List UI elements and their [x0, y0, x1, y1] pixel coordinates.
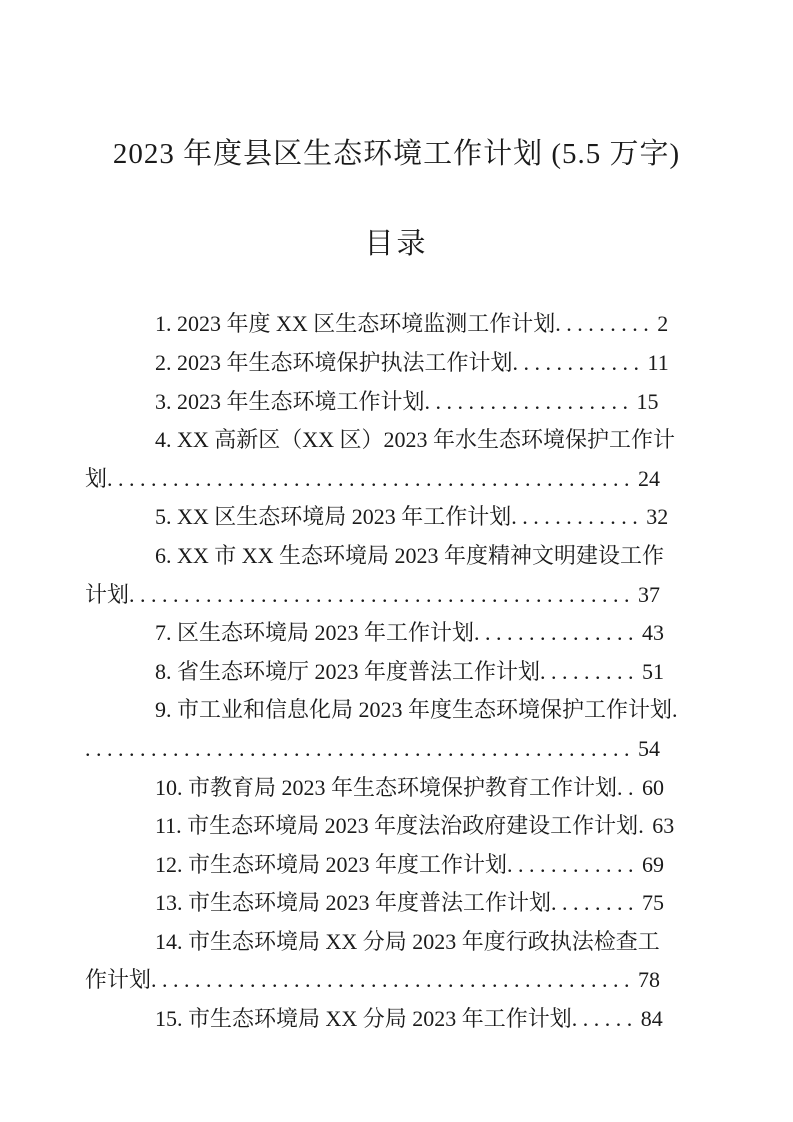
- toc-list: [85, 305, 678, 1038]
- toc-page-number: 69: [642, 851, 665, 877]
- toc-entry-label: 5. XX 区生态环境局 2023 年工作计划: [155, 504, 512, 530]
- document-title: 2023 年度县区生态环境工作计划 (5.5 万字): [112, 138, 681, 170]
- toc-entry-label: 10. 市教育局 2023 年生态环境保护教育工作计划: [155, 774, 618, 800]
- toc-page-number: 43: [642, 620, 665, 646]
- toc-entry-label: 13. 市生态环境局 2023 年度普法工作计划: [155, 890, 552, 916]
- toc-entry-1[interactable]: [85, 305, 678, 344]
- toc-entry-label: 15. 市生态环境局 XX 分局 2023 年工作计划: [155, 1006, 572, 1032]
- toc-entry-5[interactable]: [85, 498, 678, 537]
- toc-leader-dots: . . . . . . . . . . . . . . .: [474, 620, 640, 646]
- toc-leader-dots: . . . . . . . . .: [540, 658, 640, 684]
- toc-leader-dots: . . . . . . . . . . . .: [507, 851, 640, 877]
- toc-page-number: 37: [638, 581, 661, 607]
- toc-entry-9[interactable]: [85, 691, 678, 768]
- toc-page-number: 75: [642, 890, 665, 916]
- toc-leader-dots: . . . . . . . . .: [555, 311, 655, 337]
- toc-page-number: 60: [642, 774, 665, 800]
- toc-page-number: 54: [638, 735, 660, 761]
- toc-entry-12[interactable]: [85, 846, 678, 885]
- toc-page-number: 63: [652, 813, 675, 839]
- toc-leader-dots: .: [638, 813, 650, 839]
- toc-leader-dots: . . . . . . . . . . . . . . . . . . . . . . . . . . . . . . . . . . . . . . . . . . . . . .: [129, 581, 636, 607]
- toc-page-number: 2: [657, 311, 669, 337]
- toc-page-number: 78: [638, 967, 661, 993]
- toc-heading: 目录: [364, 227, 429, 260]
- toc-entry-13[interactable]: [85, 884, 678, 923]
- toc-entry-7[interactable]: [85, 614, 678, 653]
- toc-entry-label: 4. XX 高新区（XX 区）2023 年水生态环境保护工作计划: [85, 427, 676, 491]
- toc-entry-3[interactable]: [85, 383, 678, 422]
- toc-entry-14[interactable]: [85, 923, 678, 1000]
- toc-entry-label: 7. 区生态环境局 2023 年工作计划: [155, 620, 475, 646]
- toc-leader-dots: . . . . . . . . . . . .: [511, 504, 644, 530]
- toc-entry-label: 6. XX 市 XX 生态环境局 2023 年度精神文明建设工作计划: [85, 542, 665, 607]
- toc-leader-dots: . .: [617, 774, 640, 800]
- toc-entry-label: 8. 省生态环境厅 2023 年度普法工作计划: [155, 658, 541, 684]
- toc-entry-8[interactable]: [85, 653, 678, 692]
- toc-leader-dots: . . . . . . . . . . . . . . . . . . . . . . . . . . . . . . . . . . . . . . . . . . . . . . . .: [107, 465, 636, 491]
- toc-leader-dots: . . . . . . . . . . . . . . . . . . .: [424, 388, 634, 414]
- toc-leader-dots: . . . . . .: [571, 1006, 638, 1032]
- toc-entry-label: 14. 市生态环境局 XX 分局 2023 年度行政执法检查工作计划: [85, 928, 660, 993]
- toc-page-number: 84: [640, 1006, 663, 1032]
- toc-page-number: 24: [638, 465, 661, 491]
- toc-entry-label: 12. 市生态环境局 2023 年度工作计划: [155, 851, 508, 877]
- toc-page-number: 15: [636, 388, 659, 414]
- toc-leader-dots: . . . . . . . . . . . .: [512, 349, 645, 375]
- toc-entry-6[interactable]: [85, 537, 678, 614]
- toc-entry-10[interactable]: [85, 769, 678, 808]
- toc-entry-label: 3. 2023 年生态环境工作计划: [155, 388, 425, 414]
- toc-page-number: 32: [646, 504, 669, 530]
- toc-leader-dots: . . . . . . . .: [551, 890, 640, 916]
- toc-entry-2[interactable]: [85, 344, 678, 383]
- toc-entry-11[interactable]: [85, 807, 678, 846]
- toc-entry-label: 9. 市工业和信息化局 2023 年度生态环境保护工作计划: [155, 697, 673, 723]
- toc-page-number: 51: [642, 658, 665, 684]
- toc-entry-15[interactable]: [85, 1000, 678, 1039]
- toc-page-number: 11: [647, 349, 669, 375]
- toc-leader-dots: . . . . . . . . . . . . . . . . . . . . . . . . . . . . . . . . . . . . . . . . . . . . . . . . . . .: [85, 697, 678, 761]
- toc-entry-label: 2. 2023 年生态环境保护执法工作计划: [155, 349, 513, 375]
- toc-entry-4[interactable]: [85, 421, 678, 498]
- toc-entry-label: 1. 2023 年度 XX 区生态环境监测工作计划: [155, 311, 556, 337]
- toc-entry-label: 11. 市生态环境局 2023 年度法治政府建设工作计划: [155, 813, 639, 839]
- toc-leader-dots: . . . . . . . . . . . . . . . . . . . . . . . . . . . . . . . . . . . . . . . . . . . .: [151, 967, 636, 993]
